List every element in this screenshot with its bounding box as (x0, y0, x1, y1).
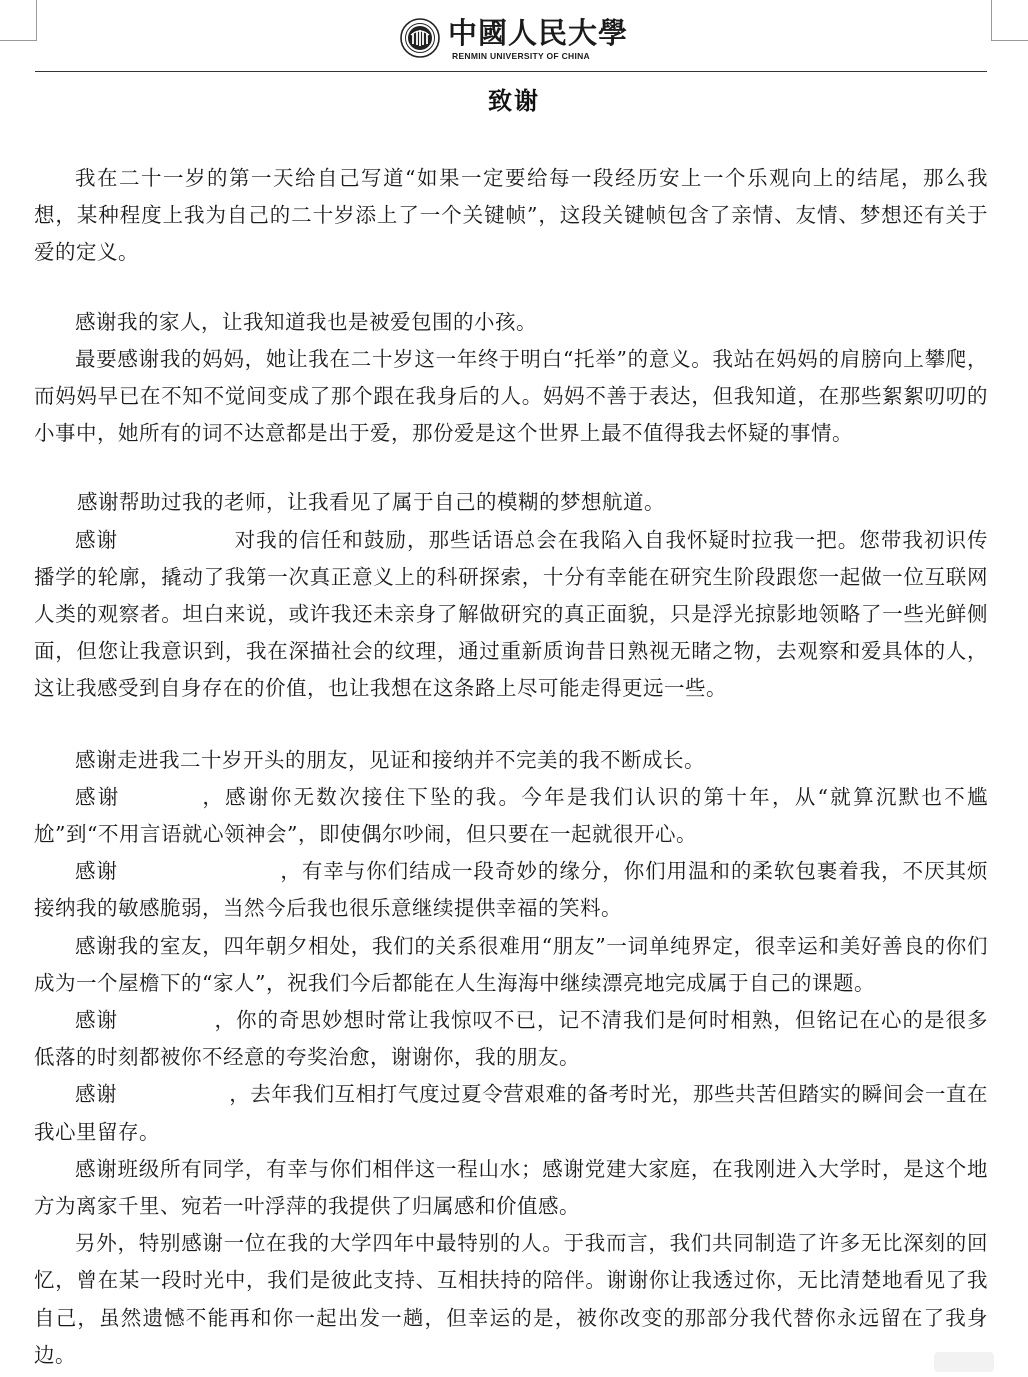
watermark (934, 1352, 994, 1372)
thanks-prefix: 感谢 (75, 527, 119, 552)
paragraph-friend-1 (34, 779, 988, 853)
thanks-prefix: 感谢 (75, 1082, 118, 1107)
university-name-cn: 中國人民大學 (448, 16, 629, 50)
paragraph-advisor-text: 对我的信任和鼓励，那些话语总会在我陷入自我怀疑时拉我一把。您带我初识传播学的轮廓，撬动了我第一次真正意义上的科研探索，十分有幸能在研究生阶段跟您一起做一位互联网人类的观察者。坦白来说，或许我还未亲身了解做研究的真正面貌，只是浮光掠影地领略了一些光鲜侧面，但您让我意识到，我在深描社会的纹理，通过重新质询昔日熟视无睹之物，去观察和爱具体的人，这让我感受到自身存在的价值，也让我想在这条路上尽可能走得更远一些。 (34, 527, 989, 701)
thanks-prefix: 感谢 (75, 784, 121, 809)
paragraph-family: 感谢我的家人，让我知道我也是被爱包围的小孩。 (75, 309, 537, 334)
university-seal-icon (400, 18, 440, 58)
page-header (0, 0, 1028, 72)
paragraph-friend-4-text: ，去年我们互相打气度过夏令营艰难的备考时光，那些共苦但踏实的瞬间会一直在我心里留存。 (34, 1082, 989, 1144)
paragraph-friend-1-text: ，感谢你无数次接住下坠的我。今年是我们认识的第十年，从“就算沉默也不尴尬”到“不用言语就心领神会”，即使偶尔吵闹，但只要在一起就很开心。 (34, 784, 989, 847)
thanks-prefix: 感谢 (75, 1008, 118, 1033)
paragraph-classmates: 感谢班级所有同学，有幸与你们相伴这一程山水；感谢党建大家庭，在我刚进入大学时，是这个地方为离家千里、宛若一叶浮萍的我提供了归属感和价值感。 (34, 1156, 988, 1219)
paragraph-special-person: 另外，特别感谢一位在我的大学四年中最特别的人。于我而言，我们共同制造了许多无比深刻的回忆，曾在某一段时光中，我们是彼此支持、互相扶持的陪伴。谢谢你让我透过你，无比清楚地看见了我自己，虽然遗憾不能再和你一起出发一趟，但幸运的是，被你改变的那部分我代替你永远留在了我身边。 (34, 1231, 988, 1367)
thanks-prefix: 感谢 (75, 859, 118, 884)
paragraph-roommates: 感谢我的室友，四年朝夕相处，我们的关系很难用“朋友”一词单纯界定，很幸运和美好善良的你们成为一个屋檐下的“家人”，祝我们今后都能在人生海海中继续漂亮地完成属于自己的课题。 (34, 933, 988, 995)
paragraph-friend-3-text: ，你的奇思妙想时常让我惊叹不已，记不清我们是何时相熟，但铭记在心的是很多低落的时刻都被你不经意的夸奖治愈，谢谢你，我的朋友。 (34, 1008, 988, 1070)
page-title: 致谢 (488, 87, 540, 115)
university-name-en: RENMIN UNIVERSITY OF CHINA (452, 51, 590, 61)
paragraph-friend-2 (34, 853, 988, 927)
paragraph-intro: 我在二十一岁的第一天给自己写道“如果一定要给每一段经历安上一个乐观向上的结尾，那么我想，某种程度上我为自己的二十岁添上了一个关键帧”，这段关键帧包含了亲情、友情、梦想还有关于爱的定义。 (34, 166, 988, 265)
paragraph-advisor (34, 522, 988, 708)
paragraph-friend-4 (34, 1076, 988, 1150)
paragraph-friends: 感谢走进我二十岁开头的朋友，见证和接纳并不完美的我不断成长。 (75, 747, 705, 772)
paragraph-friend-2-text: ，有幸与你们结成一段奇妙的缘分，你们用温和的柔软包裹着我，不厌其烦接纳我的敏感脆弱，当然今后我也很乐意继续提供幸福的笑料。 (34, 859, 989, 921)
acknowledgement-body (34, 160, 988, 1374)
paragraph-mother: 最要感谢我的妈妈，她让我在二十岁这一年终于明白“托举”的意义。我站在妈妈的肩膀向上攀爬，而妈妈早已在不知不觉间变成了那个跟在我身后的人。妈妈不善于表达，但我知道，在那些絮絮叨叨的小事中，她所有的词不达意都是出于爱，那份爱是这个世界上最不值得我去怀疑的事情。 (34, 346, 988, 446)
paragraph-teachers: 感谢帮助过我的老师，让我看见了属于自己的模糊的梦想航道。 (77, 490, 666, 515)
header-rule (35, 71, 987, 72)
paragraph-friend-3 (34, 1002, 988, 1076)
